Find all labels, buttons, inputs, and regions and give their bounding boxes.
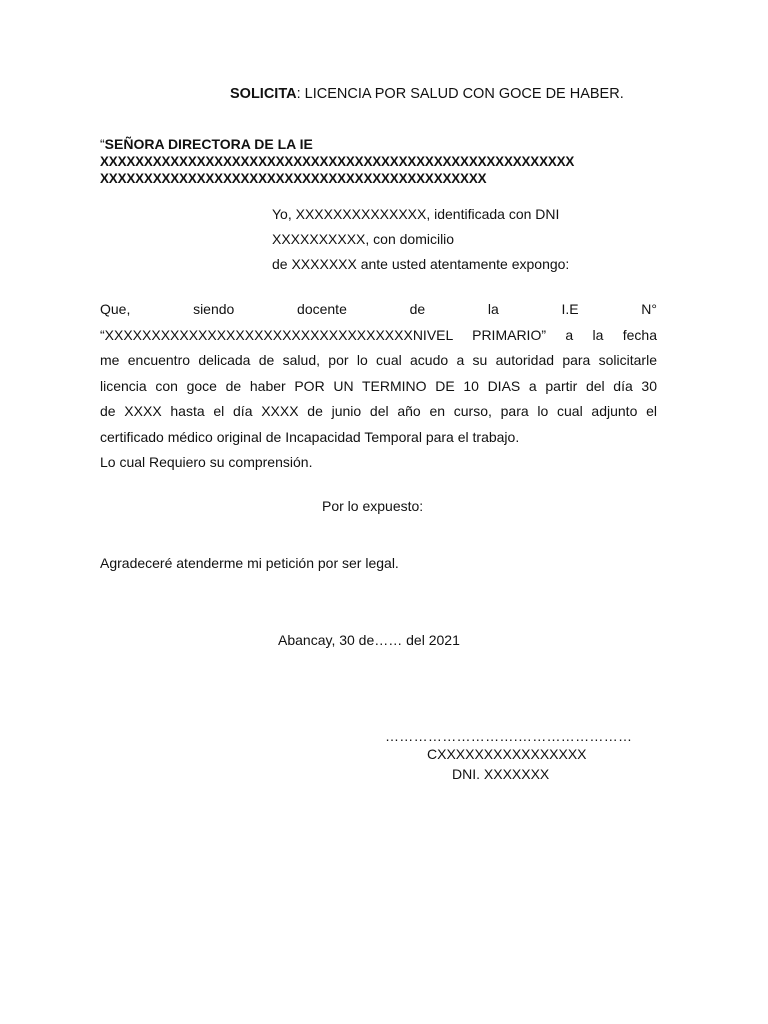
- body-line-7: Lo cual Requiero su comprensión.: [100, 454, 313, 470]
- addressee-block: [100, 136, 660, 187]
- body-line-4: licencia con goce de haber POR UN TERMINO DE 10 DIAS a partir del día 30: [100, 377, 657, 394]
- addressee-school-line-2: XXXXXXXXXXXXXXXXXXXXXXXXXXXXXXXXXXXXXXXXXXXX: [100, 171, 487, 186]
- addressee-school-line-1: XXXXXXXXXXXXXXXXXXXXXXXXXXXXXXXXXXXXXXXXXXXXXXXXXXXXXX: [100, 154, 575, 169]
- intro-block: [272, 202, 569, 277]
- signature-name: CXXXXXXXXXXXXXXXX: [427, 746, 587, 762]
- intro-line-1: Yo, XXXXXXXXXXXXXX, identificada con DNI: [272, 206, 560, 222]
- intro-line-2: XXXXXXXXXX, con domicilio: [272, 231, 455, 247]
- body-line-2: “XXXXXXXXXXXXXXXXXXXXXXXXXXXXXXXXXNIVEL PRIMARIO” a la fecha: [100, 326, 657, 343]
- signature-line: ……………………….……………………: [385, 728, 633, 744]
- body-line-5: de XXXX hasta el día XXXX de junio del año en curso, para lo cual adjunto el: [100, 403, 657, 419]
- body-line-1: Que, siendo docente de la I.E N°: [100, 301, 657, 317]
- por-lo-expuesto: Por lo expuesto:: [322, 498, 424, 514]
- body-paragraph: [100, 297, 657, 476]
- subject-text: : LICENCIA POR SALUD CON GOCE DE HABER.: [296, 86, 624, 102]
- addressee-title-line: [100, 136, 660, 153]
- body-line-6: certificado médico original de Incapacidad Temporal para el trabajo.: [100, 428, 520, 445]
- subject-line: [230, 86, 624, 102]
- addressee-quote: “: [100, 136, 105, 152]
- addressee-title: SEÑORA DIRECTORA DE LA IE: [104, 136, 313, 152]
- body-line-3: me encuentro delicada de salud, por lo cual acudo a su autoridad para solicitarle: [100, 352, 657, 368]
- place-date: Abancay, 30 de…… del 2021: [278, 632, 460, 648]
- signature-dni: DNI. XXXXXXX: [452, 766, 550, 782]
- subject-label: SOLICITA: [230, 86, 297, 102]
- intro-line-3: de XXXXXXX ante usted atentamente expongo:: [272, 256, 570, 272]
- agradecimiento: Agradeceré atenderme mi petición por ser legal.: [100, 555, 399, 571]
